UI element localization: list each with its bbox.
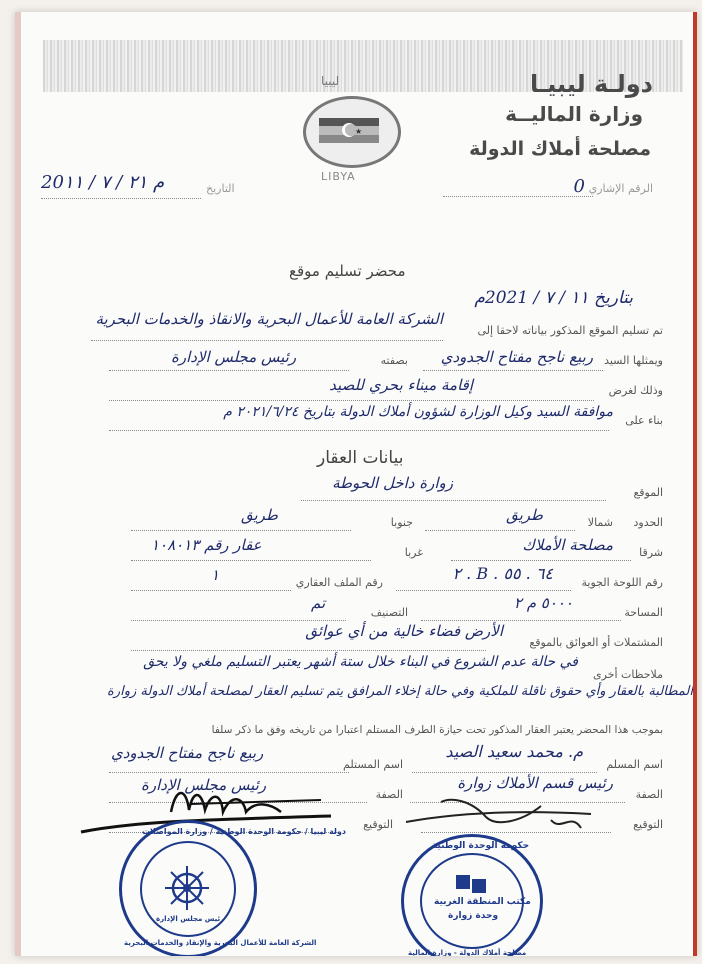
- features-value: الأرض فضاء خالية من أي عوائق: [305, 622, 503, 640]
- left-stamp-inner-text: الشركة العامة للأعمال البحرية والإنقاذ والخدمات البحرية: [124, 939, 317, 947]
- sign-label-right: التوقيع: [633, 818, 663, 831]
- notes-line2: المطالبة بالعقار وأي حقوق ناقلة للملكية وفي حالة إخلاء المرافق يتم تسليم العقار لمصلحة أملاك الدولة زوارة: [107, 684, 693, 699]
- capacity-dots: [109, 370, 349, 371]
- receiver-value: ربيع ناجح مفتاح الجدودي: [111, 744, 264, 762]
- deliverer-label: اسم المسلم: [606, 758, 663, 771]
- document-date: بتاريخ ١١ / ٧ / 2021م: [474, 288, 633, 308]
- deliverer-signature-icon: [401, 792, 601, 842]
- class-dots: [131, 620, 346, 621]
- purpose-dots: [109, 400, 594, 401]
- flag-icon: [454, 873, 490, 895]
- document-title: محضر تسليم موقع: [289, 262, 406, 280]
- ref-value: 0: [573, 176, 585, 197]
- east-value: مصلحة الأملاك: [522, 536, 613, 554]
- department-name: مصلحة أملاك الدولة: [469, 138, 651, 160]
- right-stamp-bottom-text: مصلحة أملاك الدولة - وزارة المالية: [408, 949, 527, 956]
- notes-label: ملاحظات أخرى: [592, 668, 663, 681]
- emblem-subtext: LIBYA: [321, 170, 356, 183]
- deliverer-dots: [412, 772, 597, 773]
- area-label: المساحة: [624, 606, 663, 619]
- purpose-value: إقامة ميناء بحري للصيد: [329, 376, 473, 394]
- east-label: شرقا: [639, 546, 663, 559]
- file-dots: [131, 590, 291, 591]
- left-stamp-outer-text: دولة ليبيا / حكومة الوحدة الوطنية / وزارة المواصلات: [142, 827, 347, 836]
- sign-label-left: التوقيع: [363, 818, 393, 831]
- svg-text:★: ★: [355, 127, 363, 136]
- file-value: ١: [211, 566, 220, 584]
- location-label: الموقع: [633, 486, 663, 499]
- features-label: المشتملات أو العوائق بالموقع: [529, 636, 663, 649]
- date-dots: [41, 198, 201, 199]
- capacity-value: رئيس مجلس الإدارة: [171, 348, 297, 366]
- aerial-value: ٦٤ . ٥٥ . B . ٢: [452, 564, 553, 583]
- right-stamp-center1: مكتب المنطقة الغربية: [434, 897, 531, 907]
- aerial-label: رقم اللوحة الجوية: [581, 576, 663, 589]
- company-stamp-icon: [119, 820, 347, 956]
- receiver-label: اسم المستلم: [343, 758, 403, 771]
- bounds-label: الحدود: [633, 516, 663, 529]
- file-label: رقم الملف العقاري: [295, 576, 383, 589]
- south-value: طريق: [241, 506, 278, 524]
- purpose-label: وذلك لغرض: [608, 384, 663, 397]
- location-value: زوارة داخل الحوطة: [332, 474, 453, 492]
- right-stamp-center2: وحدة زوارة: [448, 911, 499, 921]
- ship-wheel-icon: [162, 863, 212, 913]
- date-value: 20م ٢١ / ٧ / ١١: [41, 172, 165, 193]
- capacity-label: بصفته: [380, 354, 408, 367]
- right-stamp-outer-text: حكومة الوحدة الوطنية: [432, 841, 530, 851]
- received-dots: [91, 340, 443, 341]
- based-on-dots: [109, 430, 609, 431]
- area-value: ٥٠٠٠ م ٢: [513, 594, 573, 612]
- represented-dots: [423, 370, 603, 371]
- date-label: التاريخ: [206, 182, 235, 195]
- emblem-icon: [303, 96, 401, 168]
- ref-dots: [443, 196, 593, 197]
- based-on-label: بناء على: [625, 414, 663, 427]
- north-label: شمالا: [587, 516, 613, 529]
- property-heading: بيانات العقار: [317, 448, 404, 468]
- deliverer-value: م. محمد سعيد الصيد: [445, 742, 583, 761]
- south-label: جنوبا: [390, 516, 413, 529]
- east-dots: [451, 560, 631, 561]
- emblem-caption: ليبيا: [321, 74, 340, 88]
- south-dots: [131, 530, 351, 531]
- property-office-stamp-icon: [401, 834, 543, 956]
- deliverer-capacity-label: الصفة: [635, 788, 663, 801]
- possession-statement: بموجب هذا المحضر يعتبر العقار المذكور تحت حيازة الطرف المستلم اعتبارا من تاريخه وفق ما ذكر سلفا: [211, 724, 663, 736]
- ref-label: الرقم الإشاري: [588, 182, 653, 195]
- left-stamp-center-text: رئيس مجلس الإدارة: [156, 915, 225, 923]
- area-dots: [421, 620, 621, 621]
- north-dots: [425, 530, 575, 531]
- class-value: تم: [311, 594, 326, 612]
- west-value: عقار رقم ١٠٨٠١٣: [151, 536, 262, 554]
- represented-value: ربيع ناجح مفتاح الجدودي: [440, 348, 593, 366]
- location-dots: [301, 500, 606, 501]
- class-label: التصنيف: [370, 606, 408, 619]
- received-value: الشركة العامة للأعمال البحرية والانقاذ والخدمات البحرية: [95, 310, 443, 328]
- document-sheet: [15, 12, 697, 956]
- north-value: طريق: [506, 506, 543, 524]
- receiver-capacity-label: الصفة: [375, 788, 403, 801]
- aerial-dots: [396, 590, 571, 591]
- received-label: تم تسليم الموقع المذكور بياناته لاحقا إلى: [477, 324, 663, 337]
- based-on-value: موافقة السيد وكيل الوزارة لشؤون أملاك الدولة بتاريخ ٢٠٢١/٦/٢٤ م: [223, 404, 613, 420]
- receiver-capacity-value: رئيس مجلس الإدارة: [141, 776, 267, 794]
- state-name: دولـة ليبيـا: [530, 70, 653, 98]
- represented-label: ويمثلها السيد: [604, 354, 663, 367]
- ministry-name: وزارة الماليــة: [505, 102, 643, 126]
- west-label: غربا: [404, 546, 423, 559]
- west-dots: [131, 560, 371, 561]
- receiver-dots: [109, 772, 349, 773]
- notes-line1: في حالة عدم الشروع في البناء خلال ستة أشهر يعتبر التسليم ملغي ولا يحق: [143, 654, 578, 670]
- features-dots: [131, 650, 486, 651]
- deliverer-capacity-value: رئيس قسم الأملاك زوارة: [457, 774, 613, 792]
